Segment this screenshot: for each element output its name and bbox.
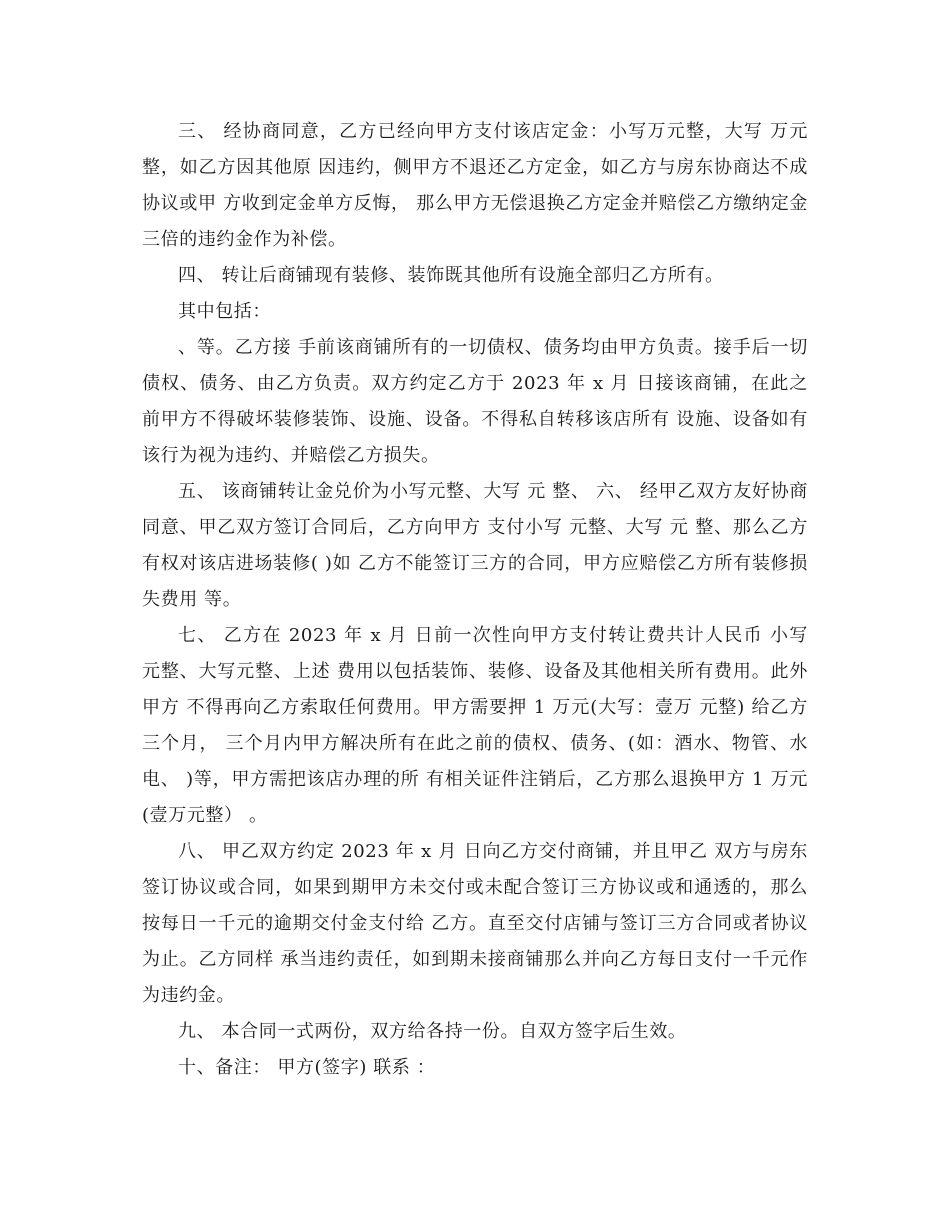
contract-body: [142, 114, 808, 1086]
clause-9-copies: 九、 本合同一式两份，双方给各持一份。自双方签字后生效。: [178, 1021, 687, 1042]
clause-4-fixtures: 四、 转让后商铺现有装修、装饰既其他所有设施全部归乙方所有。: [178, 265, 724, 286]
clause-8-delivery: 八、 甲乙双方约定 2023 年 x 月 日向乙方交付商铺，并且甲乙 双方与房东签订协议或合同，如果到期甲方未交付或未配合签订三方协议或和通透的，那么按每日一千元的逾期交付金支付给 乙方。直至交付店铺与签订三方合同或者协议为止。乙方同样 承当违约责任，如到期未接商铺那么并向乙方每日支付一千元作为违约金。: [142, 841, 808, 1006]
clause-4-includes: 其中包括：: [178, 301, 271, 322]
clause-3-deposit: 三、 经协商同意，乙方已经向甲方支付该店定金：小写万元整，大写 万元整，如乙方因其他原 因违约，侧甲方不退还乙方定金，如乙方与房东协商达不成协议或甲 方收到定金单方反悔， 那么甲方无偿退换乙方定金并赔偿乙方缴纳定金三倍的违约金作为补偿。: [142, 121, 808, 250]
clause-4-debts: 、等。乙方接 手前该商铺所有的一切债权、债务均由甲方负责。接手后一切债权、债务、由乙方负责。双方约定乙方于 2023 年 x 月 日接该商铺，在此之前甲方不得破坏装修装饰、设施、设备。不得私自转移该店所有 设施、设备如有该行为视为违约、并赔偿乙方损失。: [142, 337, 808, 466]
clause-5-6-transfer-fee: 五、 该商铺转让金兑价为小写元整、大写 元 整、 六、 经甲乙双方友好协商同意、甲乙双方签订合同后，乙方向甲方 支付小写 元整、大写 元 整、那么乙方有权对该店进场装修( )如 乙方不能签订三方的合同，甲方应赔偿乙方所有装修损失费用 等。: [142, 481, 808, 610]
clause-10-remarks: 十、备注： 甲方(签字) 联系 ：: [178, 1057, 436, 1078]
clause-7-payment: 七、 乙方在 2023 年 x 月 日前一次性向甲方支付转让费共计人民币 小写 元整、大写元整、上述 费用以包括装饰、装修、设备及其他相关所有费用。此外甲方 不得再向乙方索取任何费用。甲方需要押 1 万元(大写：壹万 元整) 给乙方三个月， 三个月内甲方解决所有在此之前的债权、债务、(如：酒水、物管、水电、 )等，甲方需把该店办理的所 有相关证件注销后，乙方那么退换甲方 1 万元(壹万元整） 。: [142, 625, 808, 826]
